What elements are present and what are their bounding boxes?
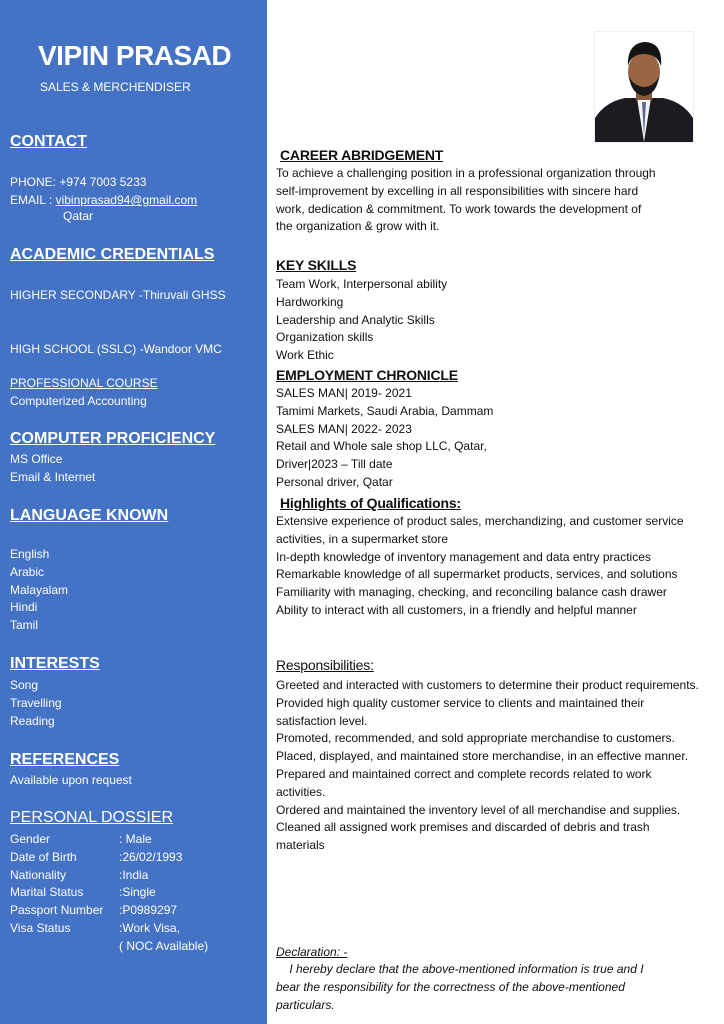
- highlights-list: [276, 513, 700, 620]
- dossier-value: :Work Visa,: [119, 920, 180, 935]
- contact-email-row: [10, 193, 197, 207]
- dossier-label: Date of Birth: [10, 849, 77, 864]
- highlight-item: In-depth knowledge of inventory management and data entry practices: [276, 549, 651, 564]
- skill-item: Team Work, Interpersonal ability: [276, 277, 448, 291]
- computer-item: MS Office: [10, 452, 63, 466]
- language-item: English: [10, 547, 50, 561]
- professional-course: Computerized Accounting: [10, 394, 147, 408]
- employment-list: [276, 385, 700, 492]
- skill-item: Leadership and Analytic Skills: [276, 312, 435, 327]
- responsibility-item: Prepared and maintained correct and complete records related to work activities.: [276, 766, 652, 799]
- highlight-item: Remarkable knowledge of all supermarket products, services, and solutions: [276, 567, 678, 582]
- career-line: To achieve a challenging position in a professional organization through: [276, 166, 656, 180]
- employment-line: Personal driver, Qatar: [276, 474, 393, 489]
- skills-heading: KEY SKILLS: [276, 257, 357, 273]
- dossier-value: :P0989297: [119, 903, 178, 918]
- dossier-label: Passport Number: [10, 903, 104, 918]
- responsibility-item: Greeted and interacted with customers to determine their product requirements.: [276, 678, 699, 692]
- contact-email-link[interactable]: vibinprasad94@gmail.com: [55, 193, 198, 207]
- career-line: the organization & grow with it.: [276, 219, 440, 234]
- highlight-item: Ability to interact with all customers, in a friendly and helpful manner: [276, 602, 637, 617]
- employment-line: Tamimi Markets, Saudi Arabia, Dammam: [276, 403, 494, 418]
- sidebar: [0, 0, 267, 1024]
- dossier-label: Nationality: [10, 867, 67, 882]
- employment-heading: EMPLOYMENT CHRONICLE: [276, 367, 458, 383]
- skill-item: Organization skills: [276, 330, 374, 345]
- interest-item: Travelling: [10, 695, 62, 710]
- dossier-label: Marital Status: [10, 885, 84, 900]
- highlight-item: Extensive experience of product sales, merchandizing, and customer service activities, in a supermarket store: [276, 514, 684, 546]
- references-heading: REFERENCES: [10, 751, 120, 768]
- skills-list: [276, 276, 700, 365]
- computer-list: [10, 451, 95, 487]
- declaration-heading: Declaration: -: [276, 945, 348, 959]
- computer-item: Email & Internet: [10, 469, 96, 484]
- employment-line: Driver|2023 – Till date: [276, 457, 393, 472]
- dossier-value: :India: [119, 867, 149, 882]
- dossier-label: Visa Status: [10, 920, 71, 935]
- interests-list: [10, 677, 62, 730]
- declaration-text: [276, 961, 700, 1014]
- professional-course-heading: PROFESSIONAL COURSE: [10, 376, 158, 390]
- person-avatar-icon: [595, 32, 693, 142]
- responsibility-item: Placed, displayed, and maintained store merchandise, in an effective manner.: [276, 749, 689, 764]
- dossier-value: :Single: [119, 885, 156, 900]
- candidate-title: SALES & MERCHENDISER: [40, 80, 191, 94]
- computer-heading: COMPUTER PROFICIENCY: [10, 430, 216, 447]
- language-item: Arabic: [10, 564, 45, 579]
- candidate-name: VIPIN PRASAD: [38, 40, 232, 71]
- language-list: [10, 546, 68, 635]
- dossier-value: ( NOC Available): [119, 938, 209, 953]
- responsibility-item: Promoted, recommended, and sold appropriate merchandise to customers.: [276, 731, 675, 746]
- declaration-line: I hereby declare that the above-mentioned information is true and I: [276, 962, 644, 976]
- language-item: Hindi: [10, 600, 38, 615]
- language-item: Tamil: [10, 618, 39, 633]
- employment-line: SALES MAN| 2022- 2023: [276, 421, 412, 436]
- career-line: self-improvement by excelling in all responsibilities with sincere hard: [276, 183, 639, 198]
- career-text: [276, 165, 700, 236]
- language-item: Malayalam: [10, 582, 69, 597]
- contact-heading: CONTACT: [10, 133, 88, 150]
- dossier-value: : Male: [119, 832, 152, 846]
- dossier-label: Gender: [10, 832, 51, 846]
- skill-item: Work Ethic: [276, 348, 334, 363]
- declaration-line: bear the responsibility for the correctness of the above-mentioned: [276, 979, 625, 994]
- academic-higher-secondary: HIGHER SECONDARY -Thiruvali GHSS: [10, 288, 226, 302]
- contact-location: Qatar: [63, 209, 94, 223]
- employment-line: Retail and Whole sale shop LLC, Qatar,: [276, 439, 487, 454]
- dossier-heading: PERSONAL DOSSIER: [10, 809, 174, 826]
- highlight-item: Familiarity with managing, checking, and reconciling balance cash drawer: [276, 585, 667, 600]
- references-text: Available upon request: [10, 773, 132, 787]
- contact-phone: PHONE: +974 7003 5233: [10, 175, 147, 189]
- interest-item: Reading: [10, 713, 55, 728]
- responsibility-item: Provided high quality customer service to clients and maintained their satisfaction level.: [276, 695, 645, 728]
- highlights-heading: Highlights of Qualifications:: [280, 495, 461, 511]
- responsibilities-list: [276, 677, 700, 855]
- language-heading: LANGUAGE KNOWN: [10, 507, 169, 524]
- academic-high-school: HIGH SCHOOL (SSLC) -Wandoor VMC: [10, 342, 222, 356]
- contact-email-label: EMAIL :: [10, 193, 56, 207]
- employment-line: SALES MAN| 2019- 2021: [276, 386, 412, 400]
- career-heading: CAREER ABRIDGEMENT: [280, 147, 444, 163]
- declaration-line: particulars.: [276, 997, 335, 1012]
- skill-item: Hardworking: [276, 294, 344, 309]
- interests-heading: INTERESTS: [10, 655, 100, 672]
- interest-item: Song: [10, 678, 39, 692]
- responsibility-item: Ordered and maintained the inventory level of all merchandise and supplies.: [276, 802, 681, 817]
- academic-heading: ACADEMIC CREDENTIALS: [10, 246, 215, 263]
- dossier-value: :26/02/1993: [119, 849, 183, 864]
- responsibility-item: Cleaned all assigned work premises and discarded of debris and trash materials: [276, 820, 650, 853]
- responsibilities-heading: Responsibilities:: [276, 657, 374, 673]
- profile-photo: [594, 31, 694, 143]
- career-line: work, dedication & commitment. To work towards the development of: [276, 201, 642, 216]
